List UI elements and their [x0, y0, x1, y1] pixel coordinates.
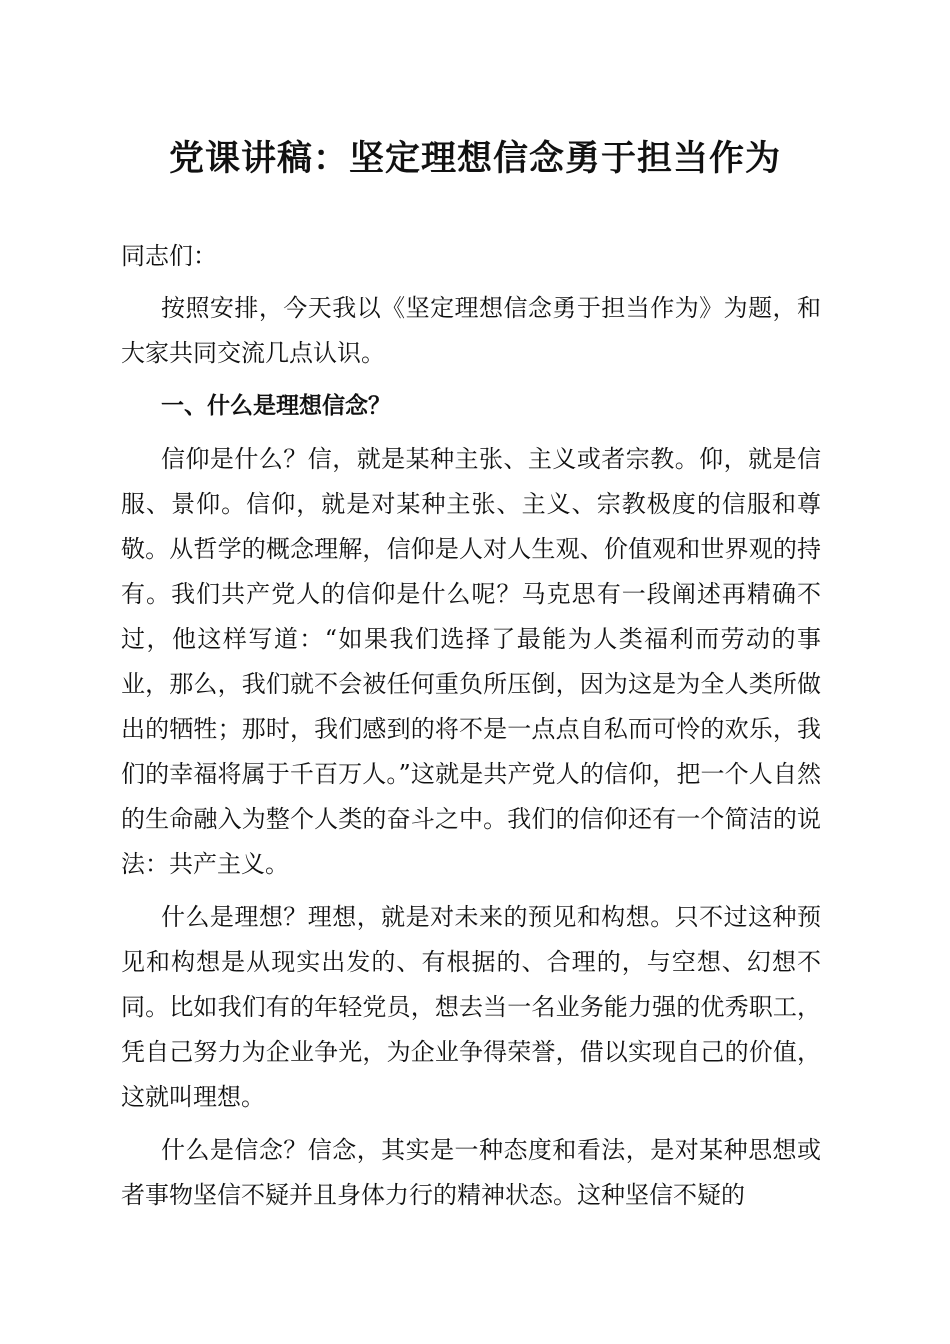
section-heading: 一、什么是理想信念？: [161, 393, 391, 419]
paragraph-belief: 信仰是什么？信，就是某种主张、主义或者宗教。仰，就是信服、景仰。信仰，就是对某种主张、主义、宗教极度的信服和尊敬。从哲学的概念理解，信仰是人对人生观、价值观和世界观的持有。我们共产党人的信仰是什么呢？马克思有一段阐述再精确不过，他这样写道：“如果我们选择了最能为人类福利而劳动的事业，那么，我们就不会被任何重负所压倒，因为这是为全人类所做出的牺牲；那时，我们感到的将不是一点点自私而可怜的欢乐，我们的幸福将属于千百万人。”这就是共产党人的信仰，把一个人自然的生命融入为整个人类的奋斗之中。我们的信仰还有一个简洁的说法：共产主义。: [121, 445, 821, 878]
document-title: 党课讲稿：坚定理想信念勇于担当作为: [168, 138, 781, 179]
document-body: [121, 234, 821, 1226]
salutation: 同志们：: [121, 242, 217, 270]
paragraph-conviction: 什么是信念？信念，其实是一种态度和看法，是对某种思想或者事物坚信不疑并且身体力行的精神状态。这种坚信不疑的: [121, 1136, 821, 1209]
paragraph-ideal: 什么是理想？理想，就是对未来的预见和构想。只不过这种预见和构想是从现实出发的、有根据的、合理的，与空想、幻想不同。比如我们有的年轻党员，想去当一名业务能力强的优秀职工，凭自己努力为企业争光，为企业争得荣誉，借以实现自己的价值，这就叫理想。: [121, 903, 821, 1111]
intro-paragraph: 按照安排，今天我以《坚定理想信念勇于担当作为》为题，和大家共同交流几点认识。: [121, 294, 821, 367]
